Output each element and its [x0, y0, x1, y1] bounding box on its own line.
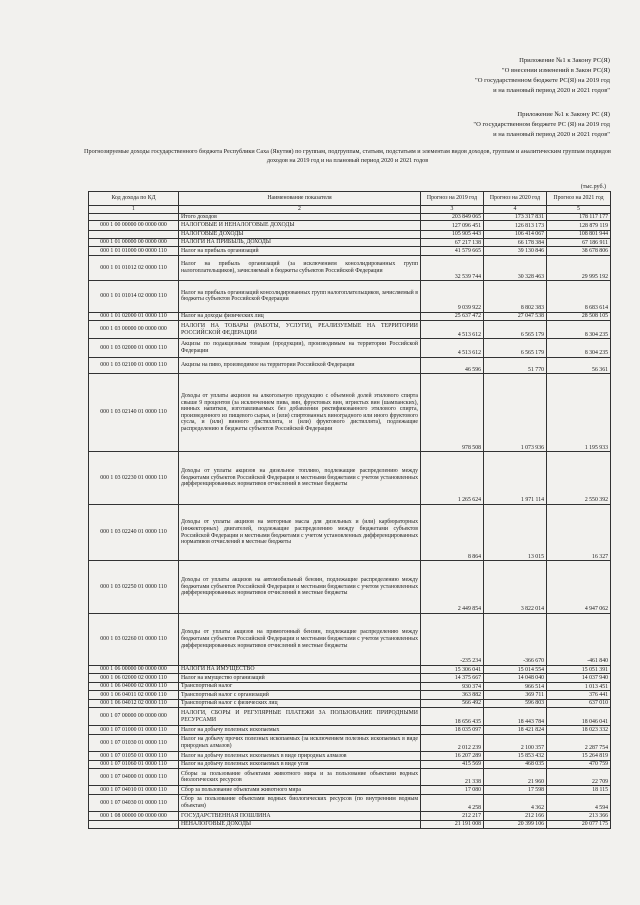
row-value-2021: 18 046 041	[547, 708, 611, 726]
colnum-3: 3	[421, 206, 484, 214]
row-value-2021: 128 879 119	[547, 221, 611, 230]
colnum-1: 1	[89, 206, 179, 214]
row-value-2020: 15 014 554	[484, 666, 547, 674]
table-row	[89, 691, 611, 699]
row-code: 000 1 03 00000 00 0000 000	[89, 320, 179, 338]
table-row	[89, 238, 611, 246]
table-row	[89, 255, 611, 280]
row-value-2019: 978 508	[421, 374, 484, 452]
row-value-2021: 67 186 911	[547, 238, 611, 246]
header-line: и на плановый период 2020 и 2021 годов"	[493, 131, 610, 138]
row-name: НАЛОГИ, СБОРЫ И РЕГУЛЯРНЫЕ ПЛАТЕЖИ ЗА ПОЛЬЗОВАНИЕ ПРИРОДНЫМИ РЕСУРСАМИ	[179, 708, 421, 726]
row-name: Налог на имущество организаций	[179, 674, 421, 682]
row-value-2020: 18 443 784	[484, 708, 547, 726]
row-value-2021: 15 264 819	[547, 752, 611, 760]
colnum-2: 2	[179, 206, 421, 214]
row-value-2019: 127 096 451	[421, 221, 484, 230]
revenue-table	[88, 191, 611, 829]
header-code: Код дохода по КД	[89, 192, 179, 206]
row-name: Доходы от уплаты акцизов на автомобильный бензин, подлежащие распределению между бюджетами субъектов Российской Федерации и местными бюджетами с учетом установленных дифференцированных нормативов отчислений в местные бюджеты	[179, 561, 421, 613]
row-value-2021: 38 678 806	[547, 247, 611, 255]
row-code: 000 1 07 01000 01 0000 110	[89, 726, 179, 734]
row-value-2021: 8 304 235	[547, 339, 611, 357]
row-code: 000 1 07 04030 01 0000 110	[89, 794, 179, 811]
row-value-2020: 14 048 040	[484, 674, 547, 682]
row-value-2019: 32 539 744	[421, 255, 484, 280]
row-code: 000 1 06 02000 02 0000 110	[89, 674, 179, 682]
row-code: 000 1 07 04000 01 0000 110	[89, 768, 179, 785]
row-name: Налог на прибыль организаций консолидированных групп налогоплательщиков, зачисляемый в бюджеты субъектов Российской Федерации	[179, 281, 421, 312]
table-row	[89, 281, 611, 312]
unit-label: (тыс.руб.)	[580, 184, 606, 190]
row-name: Доходы от уплаты акцизов на алкогольную продукцию с объемной долей этилового спирта свыше 9 процентов (за исключением пива, вин, фруктовых вин, игристых вин (шампанских), винных напитков, изготавливаемых без добавления ректификованного этилового спирта, произведенного из пищевого сырья, и (или) спиртованных виноградного или иного фруктового сусла, и (или) винного дистиллята, и (или) фруктового дистиллята), подлежащие распределению в бюджеты субъектов Российской Федерации	[179, 374, 421, 452]
row-value-2019: 46 596	[421, 357, 484, 373]
row-value-2019: 21 338	[421, 768, 484, 785]
row-value-2020: 8 802 383	[484, 281, 547, 312]
row-value-2019: 25 637 472	[421, 312, 484, 320]
row-name: НАЛОГИ НА ИМУЩЕСТВО	[179, 666, 421, 674]
row-value-2020: 1 073 936	[484, 374, 547, 452]
table-row	[89, 708, 611, 726]
row-value-2020: 1 971 114	[484, 452, 547, 504]
row-code: 000 1 01 00000 00 0000 000	[89, 238, 179, 246]
row-value-2021: 470 759	[547, 760, 611, 768]
row-value-2020: 126 813 173	[484, 221, 547, 230]
table-row	[89, 760, 611, 768]
table-row	[89, 504, 611, 560]
header-line: "О внесении изменений в Закон РС(Я)	[501, 67, 610, 74]
row-code: 000 1 03 02250 01 0000 110	[89, 561, 179, 613]
header-line: и на плановый период 2020 и 2021 годов"	[493, 87, 610, 94]
row-value-2020: 17 598	[484, 786, 547, 794]
row-value-2021: 8 304 235	[547, 320, 611, 338]
row-value-2020: 106 414 067	[484, 230, 547, 238]
header-line: Приложение №1 к Закону РС (Я)	[517, 111, 610, 118]
row-value-2020: 212 166	[484, 812, 547, 820]
row-value-2019: 16 207 289	[421, 752, 484, 760]
row-value-2020: 966 514	[484, 682, 547, 690]
row-code: 000 1 00 00000 00 0000 000	[89, 221, 179, 230]
row-value-2019: 67 217 138	[421, 238, 484, 246]
row-value-2019: 2 012 239	[421, 734, 484, 751]
row-name: Налог на добычу прочих полезных ископаемых (за исключением полезных ископаемых в виде природных алмазов)	[179, 734, 421, 751]
row-value-2019: 18 035 097	[421, 726, 484, 734]
row-value-2020: 6 565 179	[484, 320, 547, 338]
row-value-2021: 376 441	[547, 691, 611, 699]
row-code: 000 1 01 01014 02 0000 110	[89, 281, 179, 312]
row-value-2021: 15 051 391	[547, 666, 611, 674]
table-body	[89, 213, 611, 828]
table-row	[89, 247, 611, 255]
row-value-2021: 1 195 933	[547, 374, 611, 452]
row-value-2020: 21 960	[484, 768, 547, 785]
table-row	[89, 734, 611, 751]
row-value-2020: 51 770	[484, 357, 547, 373]
row-code: 000 1 07 01060 01 0000 110	[89, 760, 179, 768]
row-name: Транспортный налог с организаций	[179, 691, 421, 699]
row-name: Налог на доходы физических лиц	[179, 312, 421, 320]
table-row	[89, 682, 611, 690]
row-value-2019: 4 513 612	[421, 339, 484, 357]
row-value-2019: 15 306 041	[421, 666, 484, 674]
row-name: Сбор за пользование объектами животного мира	[179, 786, 421, 794]
row-value-2019: 4 513 612	[421, 320, 484, 338]
row-value-2020: 66 178 384	[484, 238, 547, 246]
table-row	[89, 452, 611, 504]
row-code: 000 1 07 01050 01 0000 110	[89, 752, 179, 760]
row-value-2021: 2 287 754	[547, 734, 611, 751]
table-row	[89, 213, 611, 221]
table-row	[89, 230, 611, 238]
row-value-2021: 1 013 451	[547, 682, 611, 690]
row-value-2021: 14 037 940	[547, 674, 611, 682]
table-row	[89, 786, 611, 794]
row-code: 000 1 01 01012 02 0000 110	[89, 255, 179, 280]
row-value-2019: 2 449 854	[421, 561, 484, 613]
row-value-2020: 3 822 014	[484, 561, 547, 613]
row-value-2021: 18 023 332	[547, 726, 611, 734]
row-value-2020: 27 047 538	[484, 312, 547, 320]
row-value-2021: 4 947 062	[547, 561, 611, 613]
table-row	[89, 752, 611, 760]
row-code: 000 1 01 01000 00 0000 110	[89, 247, 179, 255]
row-value-2021: 637 010	[547, 699, 611, 707]
row-value-2020: -366 670	[484, 613, 547, 665]
row-name: НАЛОГОВЫЕ ДОХОДЫ	[179, 230, 421, 238]
table-row	[89, 820, 611, 828]
row-value-2019: 41 579 665	[421, 247, 484, 255]
row-code: 000 1 03 02140 01 0000 110	[89, 374, 179, 452]
row-value-2019: 566 492	[421, 699, 484, 707]
row-code: 000 1 06 04011 02 0000 110	[89, 691, 179, 699]
row-value-2021: -461 840	[547, 613, 611, 665]
row-value-2020: 4 362	[484, 794, 547, 811]
row-code: 000 1 03 02100 01 0000 110	[89, 357, 179, 373]
table-row	[89, 699, 611, 707]
row-value-2021: 4 594	[547, 794, 611, 811]
table-row	[89, 726, 611, 734]
row-name: НАЛОГОВЫЕ И НЕНАЛОГОВЫЕ ДОХОДЫ	[179, 221, 421, 230]
row-value-2021: 178 117 177	[547, 213, 611, 221]
row-code: 000 1 07 04010 01 0000 110	[89, 786, 179, 794]
table-header-row	[89, 192, 611, 206]
row-code: 000 1 06 00000 00 0000 000	[89, 666, 179, 674]
row-value-2019: 17 080	[421, 786, 484, 794]
row-value-2021: 16 327	[547, 504, 611, 560]
table-row	[89, 674, 611, 682]
row-name: Налог на прибыль организаций	[179, 247, 421, 255]
row-code: 000 1 03 02240 01 0000 110	[89, 504, 179, 560]
row-name: НАЛОГИ НА ПРИБЫЛЬ, ДОХОДЫ	[179, 238, 421, 246]
row-value-2020: 18 421 824	[484, 726, 547, 734]
row-value-2020: 20 399 106	[484, 820, 547, 828]
header-name: Наименование показателя	[179, 192, 421, 206]
row-value-2020: 468 035	[484, 760, 547, 768]
table-row	[89, 357, 611, 373]
row-value-2019: 212 217	[421, 812, 484, 820]
row-name: НЕНАЛОГОВЫЕ ДОХОДЫ	[179, 820, 421, 828]
row-value-2020: 596 803	[484, 699, 547, 707]
row-value-2019: 8 864	[421, 504, 484, 560]
row-value-2021: 213 366	[547, 812, 611, 820]
row-name: Акцизы по подакцизным товарам (продукции), производимым на территории Российской Федерации	[179, 339, 421, 357]
colnum-4: 4	[484, 206, 547, 214]
header-2020: Прогноз на 2020 год	[484, 192, 547, 206]
table-row	[89, 613, 611, 665]
table-row	[89, 320, 611, 338]
row-value-2020: 369 711	[484, 691, 547, 699]
row-value-2021: 29 995 192	[547, 255, 611, 280]
row-code: 000 1 03 02230 01 0000 110	[89, 452, 179, 504]
row-code: 000 1 03 02260 01 0000 110	[89, 613, 179, 665]
row-name: Сбор за пользование объектами водных биологических ресурсов (по внутренним водным объектам)	[179, 794, 421, 811]
row-name: Доходы от уплаты акцизов на прямогонный бензин, подлежащие распределению между бюджетами субъектов Российской Федерации и местными бюджетами с учетом установленных дифференцированных нормативов отчислений в местные бюджеты	[179, 613, 421, 665]
row-code	[89, 213, 179, 221]
row-value-2019: 415 569	[421, 760, 484, 768]
row-value-2019: 930 374	[421, 682, 484, 690]
header-2021: Прогноз на 2021 год	[547, 192, 611, 206]
row-value-2020: 173 317 831	[484, 213, 547, 221]
table-row	[89, 812, 611, 820]
row-value-2021: 18 115	[547, 786, 611, 794]
row-name: Доходы от уплаты акцизов на моторные масла для дизельных и (или) карбюраторных (инжекторных) двигателей, подлежащие распределению между бюджетами субъектов Российской Федерации и местными бюджетами с учетом установленных дифференцированных нормативов отчислений в местные бюджеты	[179, 504, 421, 560]
appendix-header-2	[473, 110, 610, 140]
row-value-2020: 15 853 432	[484, 752, 547, 760]
table-row	[89, 312, 611, 320]
table-row	[89, 221, 611, 230]
table-row	[89, 374, 611, 452]
row-code: 000 1 01 02000 01 0000 110	[89, 312, 179, 320]
row-value-2019: 203 849 065	[421, 213, 484, 221]
table-row	[89, 666, 611, 674]
row-value-2019: 21 191 008	[421, 820, 484, 828]
row-value-2021: 22 709	[547, 768, 611, 785]
row-name: Акцизы на пиво, производимое на территории Российской Федерации	[179, 357, 421, 373]
row-code: 000 1 07 01030 01 0000 110	[89, 734, 179, 751]
row-value-2019: 105 905 443	[421, 230, 484, 238]
row-value-2021: 56 361	[547, 357, 611, 373]
row-value-2019: 4 258	[421, 794, 484, 811]
row-name: Транспортный налог с физических лиц	[179, 699, 421, 707]
row-value-2020: 39 130 846	[484, 247, 547, 255]
table-row	[89, 768, 611, 785]
row-value-2019: 363 882	[421, 691, 484, 699]
row-value-2021: 20 077 175	[547, 820, 611, 828]
row-value-2021: 28 508 105	[547, 312, 611, 320]
row-name: Налог на добычу полезных ископаемых в виде природных алмазов	[179, 752, 421, 760]
row-code	[89, 230, 179, 238]
row-value-2020: 13 015	[484, 504, 547, 560]
row-name: Налог на добычу полезных ископаемых в виде угля	[179, 760, 421, 768]
row-name: Транспортный налог	[179, 682, 421, 690]
row-value-2021: 8 683 614	[547, 281, 611, 312]
row-value-2020: 30 328 463	[484, 255, 547, 280]
table-row	[89, 561, 611, 613]
row-code: 000 1 06 04012 02 0000 110	[89, 699, 179, 707]
table-row	[89, 794, 611, 811]
row-name: Налог на добычу полезных ископаемых	[179, 726, 421, 734]
row-value-2021: 2 550 392	[547, 452, 611, 504]
document-title: Прогнозируемые доходы государственного бюджета Республики Саха (Якутия) по группам, подгруппам, статьям, подстатьям и элементам видов доходов, группам и аналитическим группам подвидов доходов на 2019 год и на плановый период 2020 и 2021 годов	[84, 148, 611, 164]
row-value-2019: -235 234	[421, 613, 484, 665]
row-name: ГОСУДАРСТВЕННАЯ ПОШЛИНА	[179, 812, 421, 820]
row-value-2019: 9 039 922	[421, 281, 484, 312]
row-value-2020: 6 565 179	[484, 339, 547, 357]
row-name: НАЛОГИ НА ТОВАРЫ (РАБОТЫ, УСЛУГИ), РЕАЛИЗУЕМЫЕ НА ТЕРРИТОРИИ РОССИЙСКОЙ ФЕДЕРАЦИИ	[179, 320, 421, 338]
header-line: "О государственном бюджете РС(Я) на 2019 год	[475, 77, 610, 84]
row-code: 000 1 08 00000 00 0000 000	[89, 812, 179, 820]
row-code: 000 1 07 00000 00 0000 000	[89, 708, 179, 726]
row-value-2019: 14 375 667	[421, 674, 484, 682]
row-name: Доходы от уплаты акцизов на дизельное топливо, подлежащие распределению между бюджетами субъектов Российской Федерации и местными бюджетами с учетом установленных дифференцированных нормативов отчислений в местные бюджеты	[179, 452, 421, 504]
colnum-5: 5	[547, 206, 611, 214]
appendix-header-1	[475, 56, 610, 96]
row-code: 000 1 06 04000 02 0000 110	[89, 682, 179, 690]
row-value-2019: 1 265 624	[421, 452, 484, 504]
row-name: Итого доходов	[179, 213, 421, 221]
table-row	[89, 339, 611, 357]
header-line: "О государственном бюджете РС (Я) на 2019 год	[473, 121, 610, 128]
row-code	[89, 820, 179, 828]
row-value-2019: 18 656 435	[421, 708, 484, 726]
column-number-row	[89, 206, 611, 214]
row-value-2021: 108 801 944	[547, 230, 611, 238]
row-value-2020: 2 100 357	[484, 734, 547, 751]
row-name: Сборы за пользование объектами животного мира и за пользование объектами водных биологических ресурсов	[179, 768, 421, 785]
row-name: Налог на прибыль организаций (за исключением консолидированных групп налогоплательщиков), зачисляемый в бюджеты субъектов Российской Федерации	[179, 255, 421, 280]
header-line: Приложение №1 к Закону РС(Я)	[519, 57, 610, 64]
row-code: 000 1 03 02000 01 0000 110	[89, 339, 179, 357]
header-2019: Прогноз на 2019 год	[421, 192, 484, 206]
